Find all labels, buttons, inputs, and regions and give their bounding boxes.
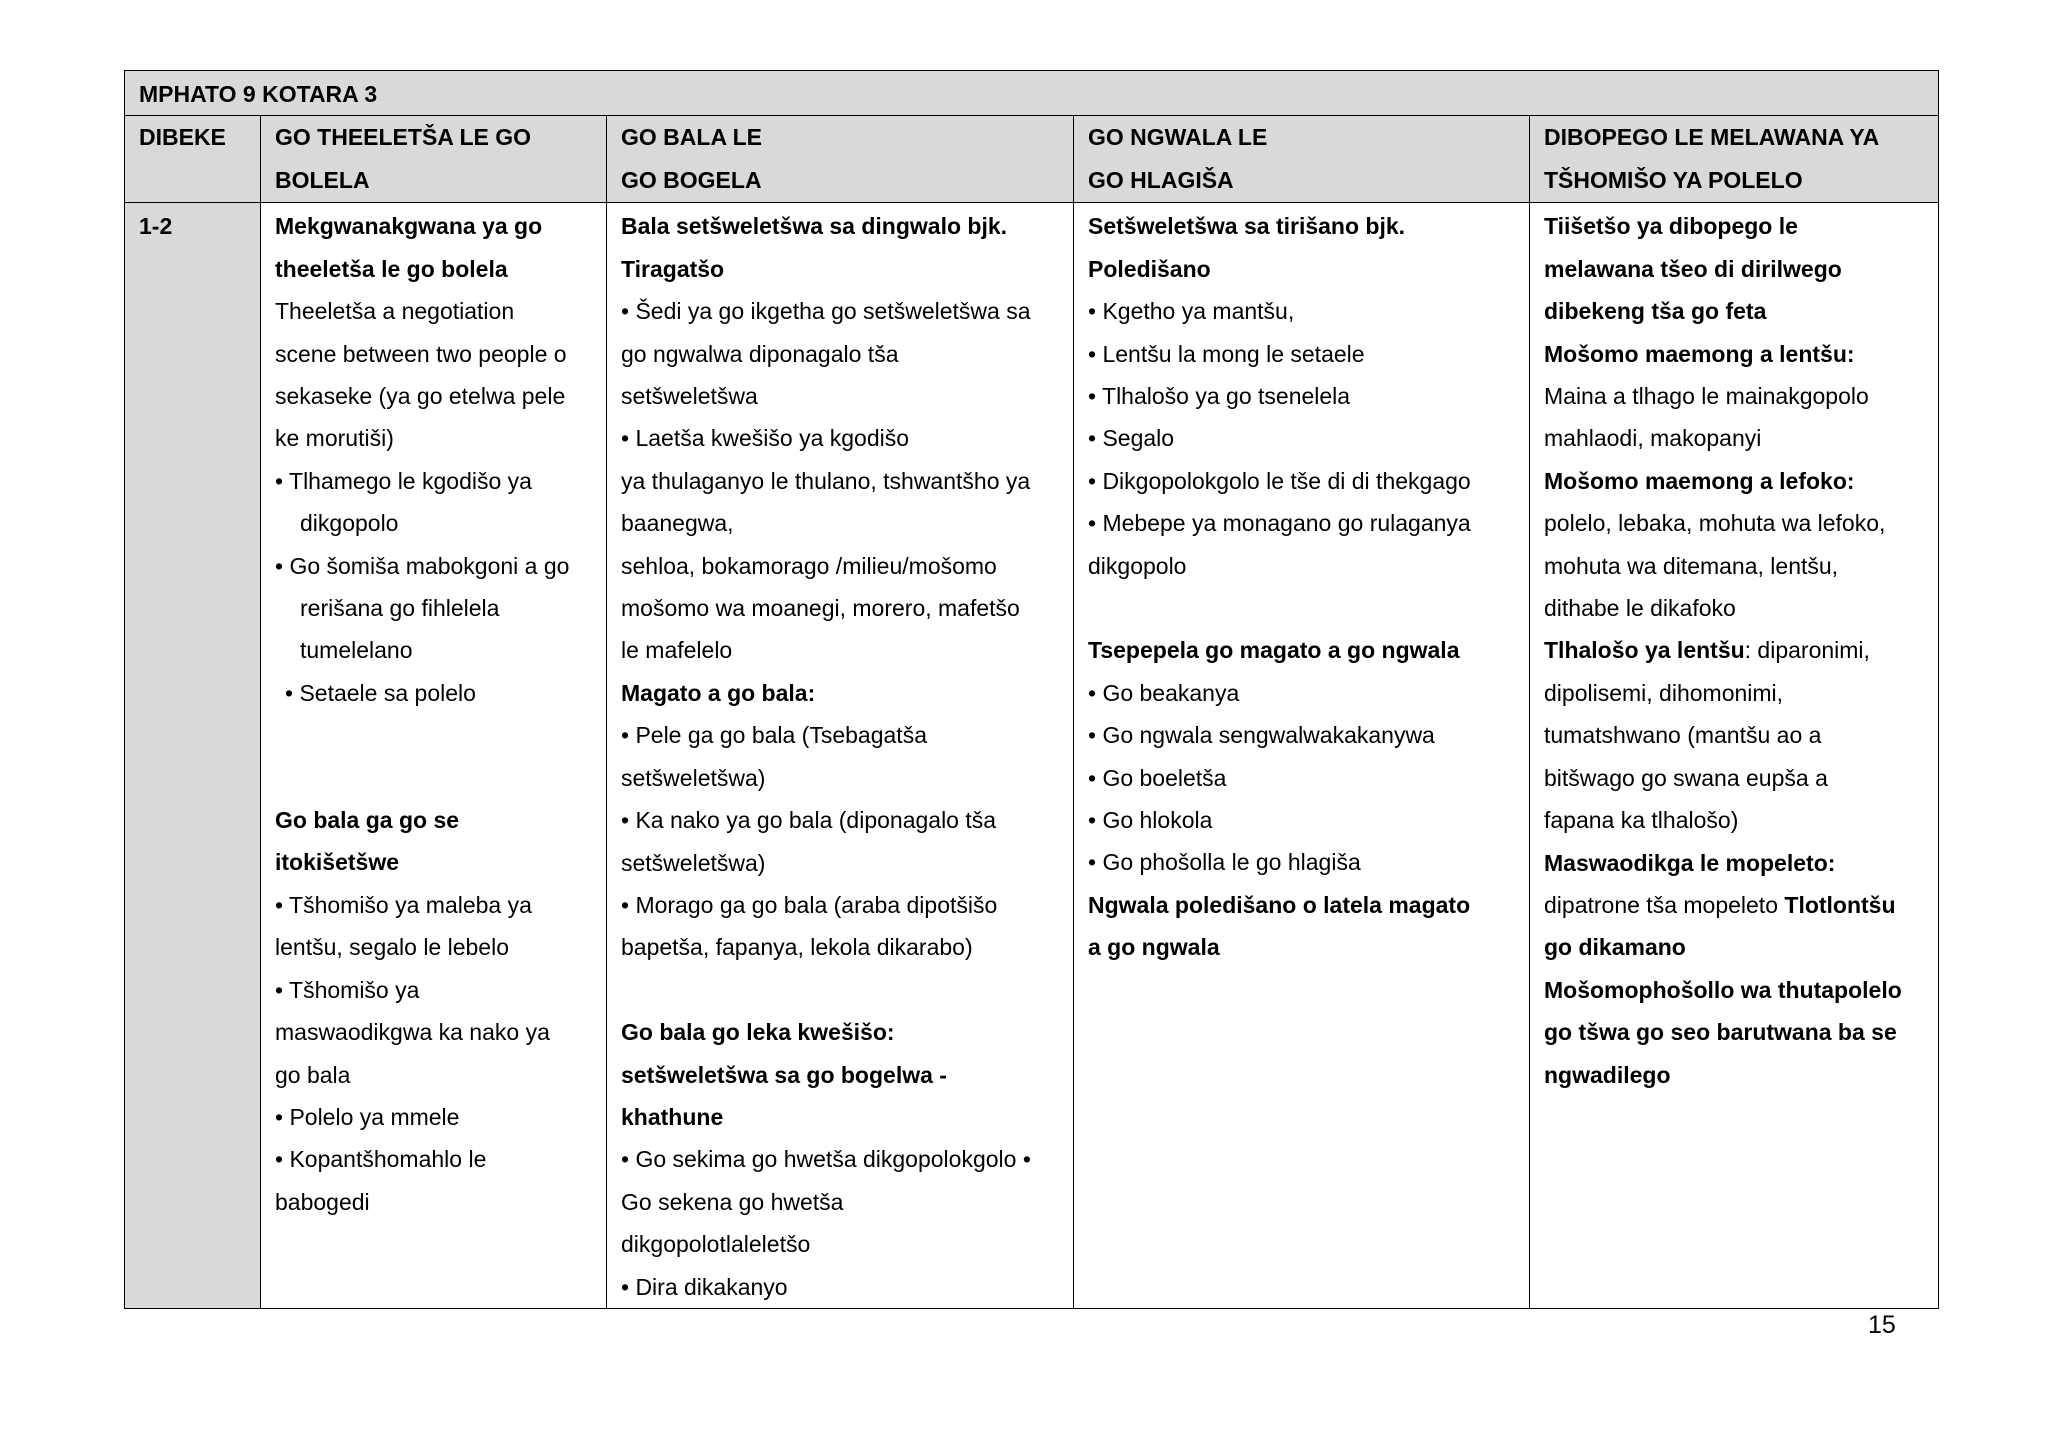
cell-line: Bala setšweletšwa sa dingwalo bjk. bbox=[621, 213, 1008, 240]
header-writing-presenting bbox=[1074, 116, 1530, 203]
header-reading-viewing bbox=[607, 116, 1074, 203]
cell-line: • Go boeletša bbox=[1088, 764, 1227, 791]
cell-line: fapana ka tlhalošo) bbox=[1544, 807, 1739, 834]
cell-line: le mafelelo bbox=[621, 637, 733, 664]
cell-line: setšweletšwa bbox=[621, 383, 758, 410]
cell-line: setšweletšwa) bbox=[621, 849, 766, 876]
header-language-structures bbox=[1530, 116, 1939, 203]
header-col2-line: GO BALA LE bbox=[621, 124, 762, 151]
cell-line: melawana tšeo di dirilwego bbox=[1544, 255, 1842, 282]
cell-line: Maswaodikga le mopeleto: bbox=[1544, 849, 1836, 876]
cell-line: Poledišano bbox=[1088, 255, 1211, 282]
cell-line: Tiišetšo ya dibopego le bbox=[1544, 213, 1798, 240]
cell-line: mohuta wa ditemana, lentšu, bbox=[1544, 552, 1839, 579]
content-row bbox=[125, 203, 1939, 1309]
curriculum-table bbox=[124, 70, 1939, 1309]
cell-line bbox=[1544, 629, 1924, 671]
cell-line: • Go sekima go hwetša dikgopolokgolo • bbox=[621, 1146, 1031, 1173]
cell-line: • Pele ga go bala (Tsebagatša bbox=[621, 722, 927, 749]
cell-line: Mošomo maemong a lentšu: bbox=[1544, 340, 1855, 367]
cell-line: • Dira dikakanyo bbox=[621, 1273, 788, 1300]
cell-line: ngwadilego bbox=[1544, 1061, 1671, 1088]
reading-viewing-cell bbox=[607, 203, 1074, 1309]
cell-line: • Lentšu la mong le setaele bbox=[1088, 340, 1365, 367]
cell-line: a go ngwala bbox=[1088, 934, 1220, 961]
header-col1-line: GO THEELETŠA LE GO bbox=[275, 124, 531, 151]
cell-line: • Tšhomišo ya maleba ya bbox=[275, 891, 532, 918]
cell-line: go dikamano bbox=[1544, 934, 1686, 961]
cell-line: • Šedi ya go ikgetha go setšweletšwa sa bbox=[621, 298, 1031, 325]
cell-line: • Tlhalošo ya go tsenelela bbox=[1088, 383, 1351, 410]
cell-line: sekaseke (ya go etelwa pele bbox=[275, 383, 566, 410]
cell-line: sehloa, bokamorago /milieu/mošomo bbox=[621, 552, 997, 579]
cell-line: • Mebepe ya monagano go rulaganya bbox=[1088, 510, 1471, 537]
cell-line-segment: dipatrone tša mopeleto bbox=[1544, 891, 1785, 918]
title-row bbox=[125, 71, 1939, 116]
header-col4-line: DIBOPEGO LE MELAWANA YA bbox=[1544, 124, 1880, 151]
cell-line: rerišana go fihlelela bbox=[300, 595, 500, 622]
cell-line: • Setaele sa polelo bbox=[285, 679, 476, 706]
cell-line: Tiragatšo bbox=[621, 255, 725, 282]
cell-line: lentšu, segalo le lebelo bbox=[275, 934, 509, 961]
cell-line: Maina a tlhago le mainakgopolo bbox=[1544, 383, 1869, 410]
week-cell: 1-2 bbox=[125, 203, 261, 1309]
cell-line: dibekeng tša go feta bbox=[1544, 298, 1767, 325]
cell-line: theeletša le go bolela bbox=[275, 255, 508, 282]
cell-line: • Kgetho ya mantšu, bbox=[1088, 298, 1295, 325]
cell-line-segment: : diparonimi, bbox=[1744, 637, 1870, 664]
cell-line: • Polelo ya mmele bbox=[275, 1103, 460, 1130]
cell-line: • Go phošolla le go hlagiša bbox=[1088, 849, 1361, 876]
spacer bbox=[621, 969, 1059, 1011]
cell-line: dikgopolotlaleletšo bbox=[621, 1231, 811, 1258]
cell-line bbox=[1544, 884, 1924, 926]
spacer bbox=[1088, 587, 1515, 629]
cell-line: go bala bbox=[275, 1061, 351, 1088]
cell-line: babogedi bbox=[275, 1188, 370, 1215]
cell-line: dikgopolo bbox=[1088, 552, 1187, 579]
language-structures-cell bbox=[1530, 203, 1939, 1309]
cell-line: Go bala ga go se bbox=[275, 807, 460, 834]
cell-line: mahlaodi, makopanyi bbox=[1544, 425, 1762, 452]
cell-line: go tšwa go seo barutwana ba se bbox=[1544, 1019, 1897, 1046]
cell-line: ke morutiši) bbox=[275, 425, 394, 452]
cell-line: • Laetša kwešišo ya kgodišo bbox=[621, 425, 910, 452]
cell-line: dithabe le dikafoko bbox=[1544, 595, 1736, 622]
cell-line-segment: Tlhalošo ya lentšu bbox=[1544, 637, 1745, 664]
cell-line: dipolisemi, dihomonimi, bbox=[1544, 679, 1784, 706]
header-week-label: DIBEKE bbox=[139, 124, 226, 151]
cell-line: bapetša, fapanya, lekola dikarabo) bbox=[621, 934, 973, 961]
page-number: 15 bbox=[1868, 1311, 1896, 1339]
header-col3-line: GO NGWALA LE bbox=[1088, 124, 1268, 151]
cell-line: Magato a go bala: bbox=[621, 679, 816, 706]
header-col4-line: TŠHOMIŠO YA POLELO bbox=[1544, 166, 1803, 193]
cell-line: Mošomo maemong a lefoko: bbox=[1544, 467, 1855, 494]
cell-line: Mošomophošollo wa thutapolelo bbox=[1544, 976, 1902, 1003]
cell-line: • Ka nako ya go bala (diponagalo tša bbox=[621, 807, 997, 834]
cell-line: • Kopantšhomahlo le bbox=[275, 1146, 487, 1173]
cell-line-segment: Tlotlontšu bbox=[1784, 891, 1896, 918]
cell-line: Go bala go leka kwešišo: bbox=[621, 1019, 895, 1046]
cell-line: setšweletšwa) bbox=[621, 764, 766, 791]
cell-line: • Go beakanya bbox=[1088, 679, 1240, 706]
cell-line: • Segalo bbox=[1088, 425, 1175, 452]
cell-line: Go sekena go hwetša bbox=[621, 1188, 844, 1215]
header-row bbox=[125, 116, 1939, 203]
writing-presenting-cell bbox=[1074, 203, 1530, 1309]
cell-line: Mekgwanakgwana ya go bbox=[275, 213, 543, 240]
cell-line: bitšwago go swana eupša a bbox=[1544, 764, 1828, 791]
spacer bbox=[275, 714, 592, 799]
cell-line: Tsepepela go magato a go ngwala bbox=[1088, 637, 1460, 664]
cell-line: ya thulaganyo le thulano, tshwantšho ya bbox=[621, 467, 1031, 494]
cell-line: go ngwalwa diponagalo tša bbox=[621, 340, 899, 367]
header-col3-line: GO HLAGIŠA bbox=[1088, 166, 1234, 193]
cell-line: • Morago ga go bala (araba dipotšišo bbox=[621, 891, 998, 918]
table-title: MPHATO 9 KOTARA 3 bbox=[125, 71, 1939, 116]
cell-line: polelo, lebaka, mohuta wa lefoko, bbox=[1544, 510, 1886, 537]
cell-line: • Tšhomišo ya bbox=[275, 976, 420, 1003]
cell-line: setšweletšwa sa go bogelwa - bbox=[621, 1061, 947, 1088]
header-week bbox=[125, 116, 261, 203]
cell-line: • Dikgopolokgolo le tše di di thekgago bbox=[1088, 467, 1471, 494]
cell-line: Setšweletšwa sa tirišano bjk. bbox=[1088, 213, 1406, 240]
cell-line: tumatshwano (mantšu ao a bbox=[1544, 722, 1822, 749]
cell-line: dikgopolo bbox=[300, 510, 399, 537]
cell-line: • Go šomiša mabokgoni a go bbox=[275, 552, 570, 579]
header-col2-line: GO BOGELA bbox=[621, 166, 762, 193]
cell-line: • Tlhamego le kgodišo ya bbox=[275, 467, 532, 494]
cell-line: tumelelano bbox=[300, 637, 413, 664]
cell-line: • Go hlokola bbox=[1088, 807, 1213, 834]
cell-line: itokišetšwe bbox=[275, 849, 399, 876]
cell-line: baanegwa, bbox=[621, 510, 734, 537]
cell-line: scene between two people o bbox=[275, 340, 567, 367]
cell-line: mošomo wa moanegi, morero, mafetšo bbox=[621, 595, 1020, 622]
cell-line: Ngwala poledišano o latela magato bbox=[1088, 891, 1471, 918]
header-listening-speaking bbox=[261, 116, 607, 203]
header-col1-line: BOLELA bbox=[275, 166, 370, 193]
listening-speaking-cell bbox=[261, 203, 607, 1309]
cell-line: khathune bbox=[621, 1103, 724, 1130]
cell-line: Theeletša a negotiation bbox=[275, 298, 515, 325]
cell-line: • Go ngwala sengwalwakakanywa bbox=[1088, 722, 1435, 749]
cell-line: maswaodikgwa ka nako ya bbox=[275, 1019, 550, 1046]
